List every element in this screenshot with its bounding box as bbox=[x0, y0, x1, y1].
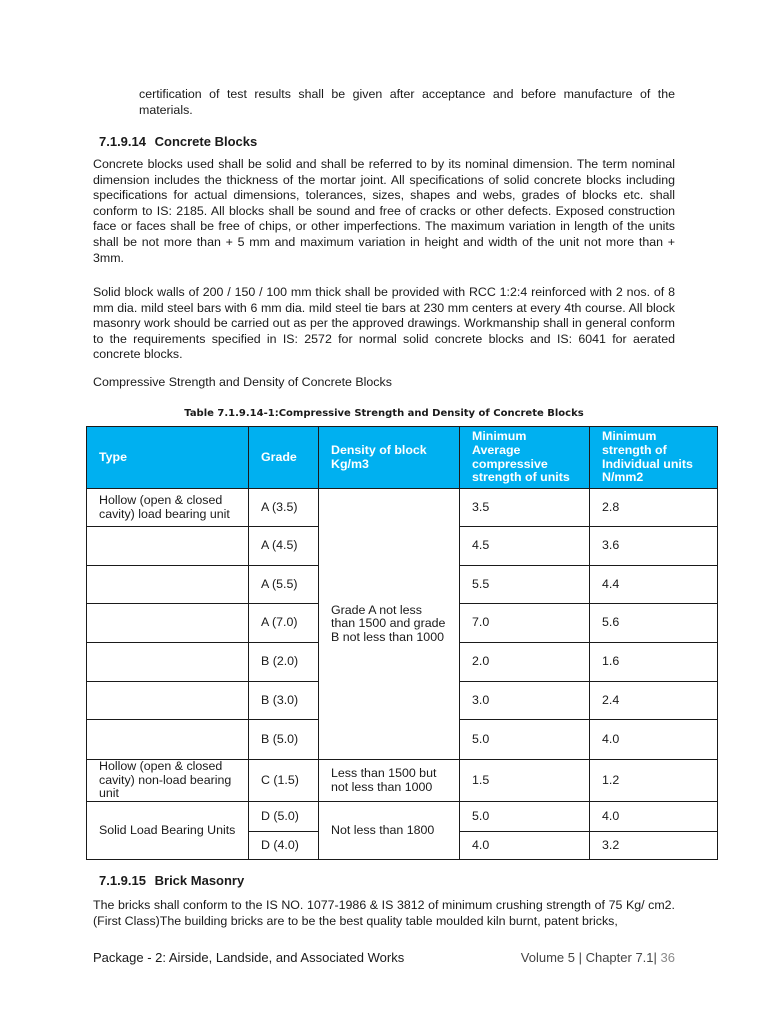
table-caption: Table 7.1.9.14-1:Compressive Strength and Density of Concrete Blocks bbox=[184, 408, 584, 419]
grade-cell: B (2.0) bbox=[249, 643, 319, 682]
section-heading-brick-masonry bbox=[99, 873, 244, 890]
type-cell-empty bbox=[87, 604, 249, 643]
concrete-blocks-subtitle: Compressive Strength and Density of Concrete Blocks bbox=[93, 375, 392, 389]
grade-cell: A (3.5) bbox=[249, 489, 319, 527]
avg-strength-cell: 3.5 bbox=[460, 489, 590, 527]
type-cell: Hollow (open & closed cavity) non-load bearing unit bbox=[87, 760, 249, 802]
type-cell-empty bbox=[87, 720, 249, 760]
avg-strength-cell: 5.0 bbox=[460, 802, 590, 832]
concrete-blocks-paragraph-1: Concrete blocks used shall be solid and shall be referred to by its nominal dimension. The term nominal dimension includes the thickness of the mortar joint. All specifications of solid concrete blocks including specifications for actual dimensions, tolerances, sizes, shapes and webs, grades of blocks etc. shall conform to IS: 2185. All blocks shall be sound and free of cracks or other defects. Exposed construction face or faces shall be free of chips, or other imperfections. The maximum variation in length of the units shall be not more than + 5 mm and maximum variation in height and width of the unit not more than + 3mm. bbox=[93, 157, 675, 265]
grade-cell: D (5.0) bbox=[249, 802, 319, 832]
ind-strength-cell: 3.6 bbox=[590, 527, 718, 566]
density-cell: Not less than 1800 bbox=[319, 802, 460, 860]
grade-cell: B (5.0) bbox=[249, 720, 319, 760]
avg-strength-cell: 2.0 bbox=[460, 643, 590, 682]
type-cell-empty bbox=[87, 682, 249, 720]
footer-package-title: Package - 2: Airside, Landside, and Associated Works bbox=[93, 950, 405, 965]
table-header-row bbox=[87, 427, 718, 489]
section-number: 7.1.9.14 bbox=[99, 134, 146, 149]
header-ind-strength: Minimum strength of Individual units N/mm2 bbox=[590, 427, 718, 489]
type-cell-empty bbox=[87, 527, 249, 566]
ind-strength-cell: 2.4 bbox=[590, 682, 718, 720]
grade-cell: A (7.0) bbox=[249, 604, 319, 643]
concrete-blocks-paragraph-2: Solid block walls of 200 / 150 / 100 mm thick shall be provided with RCC 1:2:4 reinforced with 2 nos. of 8 mm dia. mild steel bars with 6 mm dia. mild steel tie bars at 230 mm centers at every 4th course. All block masonry work should be carried out as per the approved drawings. Workmanship shall in general conform to the requirements specified in IS: 2572 for normal solid concrete blocks and IS: 6041 for aerated concrete blocks. bbox=[93, 285, 675, 362]
ind-strength-cell: 5.6 bbox=[590, 604, 718, 643]
footer-volume: Volume 5 | Chapter 7.1| bbox=[520, 950, 657, 965]
avg-strength-cell: 7.0 bbox=[460, 604, 590, 643]
ind-strength-cell: 4.4 bbox=[590, 566, 718, 604]
brick-masonry-paragraph: The bricks shall conform to the IS NO. 1077-1986 & IS 3812 of minimum crushing strength of 75 Kg/ cm2. (First Class)The building bricks are to be the best quality table moulded kiln burnt, patent bricks, bbox=[93, 898, 675, 928]
section-number: 7.1.9.15 bbox=[99, 873, 146, 888]
grade-cell: A (4.5) bbox=[249, 527, 319, 566]
table-row bbox=[87, 489, 718, 527]
ind-strength-cell: 2.8 bbox=[590, 489, 718, 527]
ind-strength-cell: 4.0 bbox=[590, 802, 718, 832]
ind-strength-cell: 1.2 bbox=[590, 760, 718, 802]
table-row bbox=[87, 802, 718, 832]
avg-strength-cell: 3.0 bbox=[460, 682, 590, 720]
grade-cell: C (1.5) bbox=[249, 760, 319, 802]
avg-strength-cell: 5.0 bbox=[460, 720, 590, 760]
type-cell: Hollow (open & closed cavity) load bearing unit bbox=[87, 489, 249, 527]
type-cell-empty bbox=[87, 566, 249, 604]
section-title: Concrete Blocks bbox=[154, 134, 258, 149]
ind-strength-cell: 3.2 bbox=[590, 832, 718, 860]
header-avg-strength: Minimum Average compressive strength of units bbox=[460, 427, 590, 489]
header-grade: Grade bbox=[249, 427, 319, 489]
grade-cell: A (5.5) bbox=[249, 566, 319, 604]
footer-page-info bbox=[521, 950, 675, 967]
grade-cell: D (4.0) bbox=[249, 832, 319, 860]
avg-strength-cell: 4.0 bbox=[460, 832, 590, 860]
density-cell: Grade A not less than 1500 and grade B not less than 1000 bbox=[319, 489, 460, 760]
avg-strength-cell: 5.5 bbox=[460, 566, 590, 604]
type-cell: Solid Load Bearing Units bbox=[87, 802, 249, 860]
section-title: Brick Masonry bbox=[154, 873, 245, 888]
type-cell-empty bbox=[87, 643, 249, 682]
header-type: Type bbox=[87, 427, 249, 489]
header-density: Density of block Kg/m3 bbox=[319, 427, 460, 489]
ind-strength-cell: 4.0 bbox=[590, 720, 718, 760]
section-heading-concrete-blocks bbox=[99, 134, 257, 151]
avg-strength-cell: 4.5 bbox=[460, 527, 590, 566]
avg-strength-cell: 1.5 bbox=[460, 760, 590, 802]
compressive-strength-table bbox=[86, 426, 718, 860]
intro-paragraph: certification of test results shall be given after acceptance and before manufacture of the materials. bbox=[139, 87, 675, 118]
density-cell: Less than 1500 but not less than 1000 bbox=[319, 760, 460, 802]
grade-cell: B (3.0) bbox=[249, 682, 319, 720]
table-row bbox=[87, 760, 718, 802]
ind-strength-cell: 1.6 bbox=[590, 643, 718, 682]
page-number: 36 bbox=[660, 950, 675, 965]
